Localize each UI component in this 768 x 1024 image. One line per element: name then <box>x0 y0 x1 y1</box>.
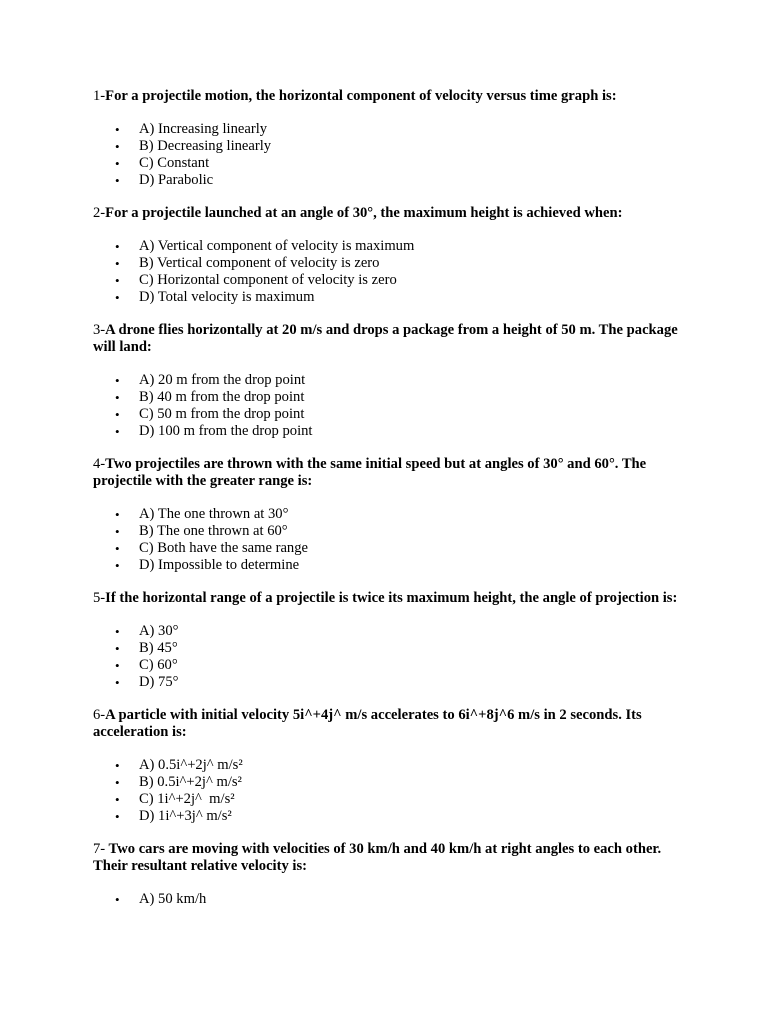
bullet-icon: • <box>115 507 120 522</box>
bullet-icon: • <box>115 290 120 305</box>
bullet-icon: • <box>115 758 120 773</box>
option-label: B) 45° <box>139 640 178 656</box>
bullet-icon: • <box>115 122 120 137</box>
question-block <box>93 322 683 440</box>
option-item <box>93 623 683 640</box>
option-label: D) 75° <box>139 674 179 690</box>
option-label: B) Vertical component of velocity is zero <box>139 255 380 271</box>
option-item <box>93 506 683 523</box>
option-label: D) Total velocity is maximum <box>139 289 315 305</box>
option-item <box>93 657 683 674</box>
question-number: 3- <box>93 322 106 338</box>
option-list <box>93 757 683 825</box>
option-item <box>93 155 683 172</box>
bullet-icon: • <box>115 675 120 690</box>
option-item <box>93 272 683 289</box>
question-prompt: A drone flies horizontally at 20 m/s and drops a package from a height of 50 m. The package will land: <box>93 322 678 355</box>
option-label: C) 50 m from the drop point <box>139 406 305 422</box>
option-list <box>93 506 683 574</box>
option-item <box>93 774 683 791</box>
option-item <box>93 674 683 691</box>
option-label: D) Impossible to determine <box>139 557 300 573</box>
question-number: 2- <box>93 205 106 221</box>
question-number: 4- <box>93 456 106 472</box>
option-item <box>93 406 683 423</box>
question-block <box>93 707 683 825</box>
option-item <box>93 172 683 189</box>
option-item <box>93 808 683 825</box>
bullet-icon: • <box>115 390 120 405</box>
option-label: C) Both have the same range <box>139 540 308 556</box>
option-item <box>93 289 683 306</box>
question-text <box>93 456 683 490</box>
bullet-icon: • <box>115 373 120 388</box>
question-block <box>93 88 683 189</box>
option-item <box>93 423 683 440</box>
option-item <box>93 255 683 272</box>
option-label: B) The one thrown at 60° <box>139 523 288 539</box>
bullet-icon: • <box>115 892 120 907</box>
bullet-icon: • <box>115 273 120 288</box>
question-prompt: For a projectile launched at an angle of 30°, the maximum height is achieved when: <box>105 205 623 221</box>
question-number: 7- <box>93 841 106 857</box>
question-text <box>93 841 683 875</box>
option-label: C) 1i^+2j^ m/s² <box>139 791 235 807</box>
option-label: C) 60° <box>139 657 178 673</box>
bullet-icon: • <box>115 239 120 254</box>
option-list <box>93 623 683 691</box>
bullet-icon: • <box>115 641 120 656</box>
option-list <box>93 238 683 306</box>
option-item <box>93 891 683 908</box>
question-prompt: Two projectiles are thrown with the same initial speed but at angles of 30° and 60°. The projectile with the greater range is: <box>93 456 647 489</box>
option-label: A) 20 m from the drop point <box>139 372 306 388</box>
question-prompt: Two cars are moving with velocities of 30 km/h and 40 km/h at right angles to each other. Their resultant relative velocity is: <box>93 841 665 874</box>
option-label: A) 30° <box>139 623 179 639</box>
bullet-icon: • <box>115 624 120 639</box>
option-label: A) The one thrown at 30° <box>139 506 289 522</box>
question-number: 5- <box>93 590 106 606</box>
question-text <box>93 322 683 356</box>
option-label: D) Parabolic <box>139 172 214 188</box>
option-item <box>93 389 683 406</box>
question-text <box>93 707 683 741</box>
bullet-icon: • <box>115 173 120 188</box>
question-block <box>93 590 683 691</box>
bullet-icon: • <box>115 809 120 824</box>
bullet-icon: • <box>115 558 120 573</box>
option-label: A) 50 km/h <box>139 891 207 907</box>
option-item <box>93 540 683 557</box>
bullet-icon: • <box>115 792 120 807</box>
question-prompt: A particle with initial velocity 5i^+4j^ m/s accelerates to 6i^+8j^6 m/s in 2 seconds. Its acceleration is: <box>93 707 642 740</box>
option-item <box>93 121 683 138</box>
bullet-icon: • <box>115 407 120 422</box>
question-text <box>93 590 683 607</box>
option-label: C) Horizontal component of velocity is zero <box>139 272 397 288</box>
option-label: B) Decreasing linearly <box>139 138 272 154</box>
option-label: A) Vertical component of velocity is maximum <box>139 238 415 254</box>
option-list <box>93 121 683 189</box>
question-prompt: If the horizontal range of a projectile is twice its maximum height, the angle of projection is: <box>105 590 678 606</box>
bullet-icon: • <box>115 658 120 673</box>
bullet-icon: • <box>115 156 120 171</box>
question-number: 6- <box>93 707 106 723</box>
option-label: D) 100 m from the drop point <box>139 423 313 439</box>
option-item <box>93 640 683 657</box>
option-label: A) Increasing linearly <box>139 121 268 137</box>
option-item <box>93 757 683 774</box>
question-prompt: For a projectile motion, the horizontal component of velocity versus time graph is: <box>105 88 617 104</box>
document-page <box>93 88 683 924</box>
option-label: B) 0.5i^+2j^ m/s² <box>139 774 242 790</box>
option-list <box>93 891 683 908</box>
bullet-icon: • <box>115 541 120 556</box>
option-item <box>93 523 683 540</box>
bullet-icon: • <box>115 424 120 439</box>
question-block <box>93 841 683 908</box>
option-item <box>93 791 683 808</box>
question-text <box>93 88 683 105</box>
option-label: D) 1i^+3j^ m/s² <box>139 808 232 824</box>
option-item <box>93 557 683 574</box>
option-item <box>93 372 683 389</box>
option-item <box>93 138 683 155</box>
question-block <box>93 205 683 306</box>
option-item <box>93 238 683 255</box>
bullet-icon: • <box>115 256 120 271</box>
option-list <box>93 372 683 440</box>
question-number: 1- <box>93 88 106 104</box>
question-text <box>93 205 683 222</box>
option-label: B) 40 m from the drop point <box>139 389 305 405</box>
option-label: A) 0.5i^+2j^ m/s² <box>139 757 243 773</box>
question-block <box>93 456 683 574</box>
bullet-icon: • <box>115 775 120 790</box>
option-label: C) Constant <box>139 155 210 171</box>
bullet-icon: • <box>115 524 120 539</box>
bullet-icon: • <box>115 139 120 154</box>
